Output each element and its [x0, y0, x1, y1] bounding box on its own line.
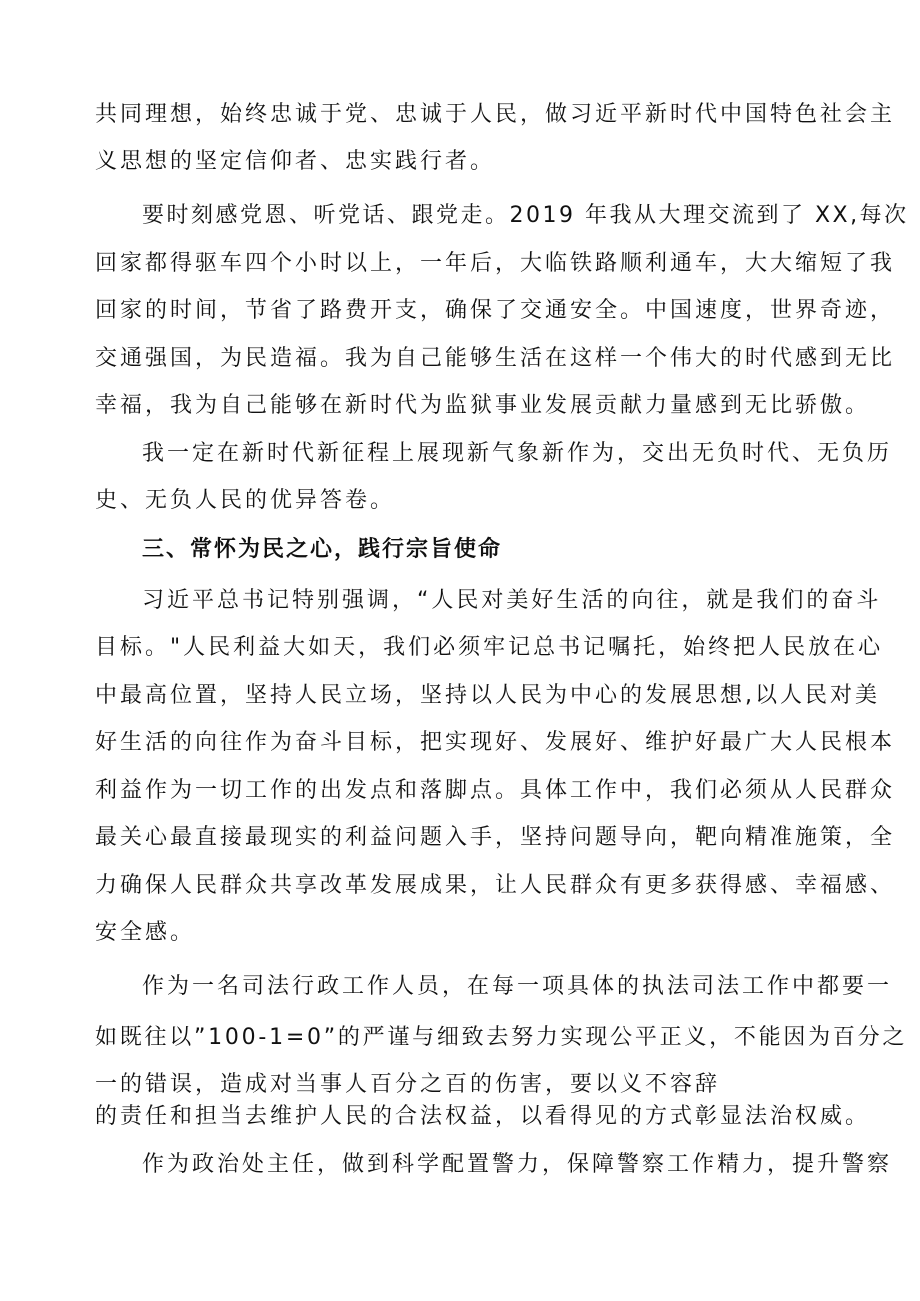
text-line: 回家都得驱车四个小时以上，一年后，大临铁路顺利通车，大大缩短了我: [95, 251, 896, 276]
paragraph-start: 习近平总书记特别强调，“人民对美好生活的向往，就是我们的奋斗: [142, 588, 882, 613]
text-line: 利益作为一切工作的出发点和落脚点。具体工作中，我们必须从人民群众: [95, 778, 896, 803]
paragraph-start: 作为一名司法行政工作人员，在每一项具体的执法司法工作中都要一: [142, 974, 893, 999]
text-line: 力确保人民群众共享改革发展成果，让人民群众有更多获得感、幸福感、: [95, 873, 896, 898]
text-line: 回家的时间，节省了路费开支，确保了交通安全。中国速度，世界奇迹，: [95, 298, 896, 323]
text-line: 中最高位置，坚持人民立场，坚持以人民为中心的发展思想,以人民对美: [95, 683, 880, 708]
text-line: 如既往以”100-1=0”的严谨与细致去努力实现公平正义，不能因为百分之: [95, 1025, 908, 1050]
text-line: 安全感。: [95, 920, 196, 945]
text-line: 目标。"人民利益大如天，我们必须牢记总书记嘱托，始终把人民放在心: [95, 635, 884, 660]
text-line: 一的错误，造成对当事人百分之百的伤害，要以义不容辞: [95, 1072, 721, 1097]
paragraph-start: 我一定在新时代新征程上展现新气象新作为，交出无负时代、无负历: [142, 441, 893, 466]
paragraph-start: 作为政治处主任，做到科学配置警力，保障警察工作精力，提升警察: [142, 1152, 893, 1177]
text-line: 义思想的坚定信仰者、忠实践行者。: [95, 149, 496, 174]
paragraph-start: 要时刻感党恩、听党话、跟党走。2019 年我从大理交流到了 XX,每次: [142, 203, 909, 228]
text-line: 交通强国，为民造福。我为自己能够生活在这样一个伟大的时代感到无比: [95, 346, 896, 371]
text-line: 幸福，我为自己能够在新时代为监狱事业发展贡献力量感到无比骄傲。: [95, 393, 871, 418]
section-heading: 三、常怀为民之心，践行宗旨使命: [142, 537, 503, 562]
text-line: 史、无负人民的优异答卷。: [95, 488, 396, 513]
text-line: 共同理想，始终忠诚于党、忠诚于人民，做习近平新时代中国特色社会主: [95, 102, 896, 127]
text-line: 好生活的向往作为奋斗目标，把实现好、发展好、维护好最广大人民根本: [95, 730, 896, 755]
text-line: 最关心最直接最现实的利益问题入手，坚持问题导向，靶向精准施策，全: [95, 825, 896, 850]
text-line: 的责任和担当去维护人民的合法权益，以看得见的方式彰显法治权威。: [95, 1104, 871, 1129]
